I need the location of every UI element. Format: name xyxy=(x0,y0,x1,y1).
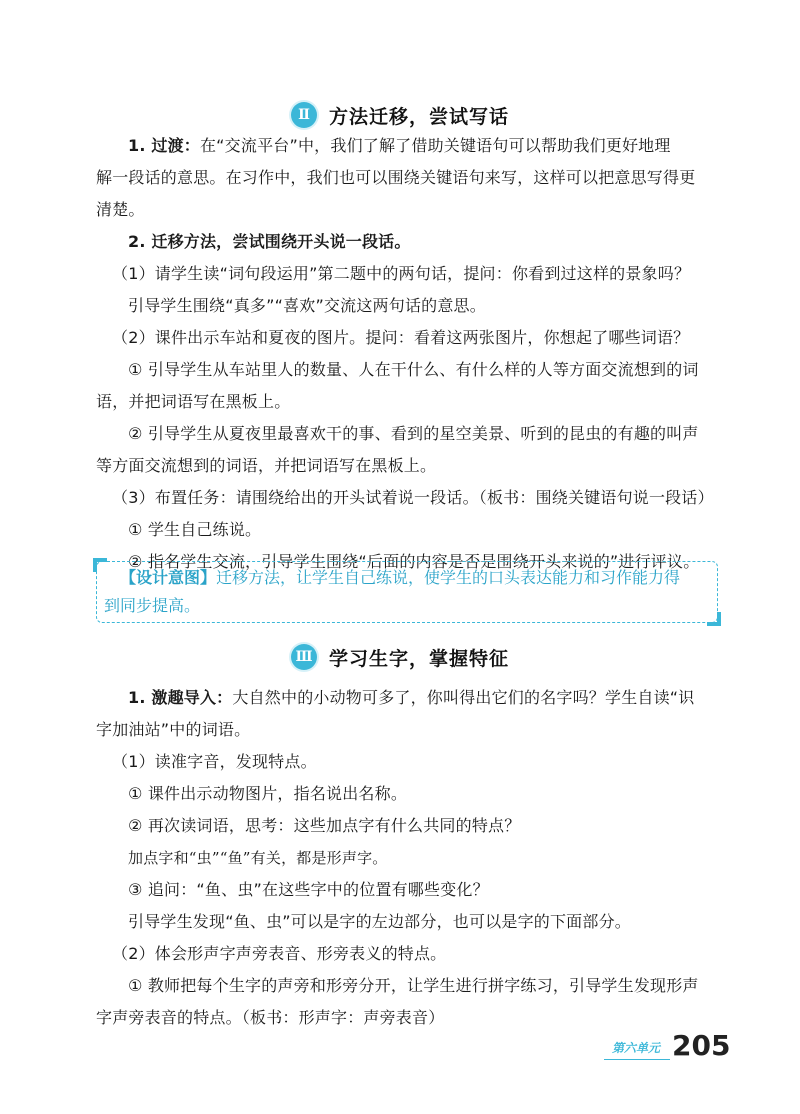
s2-c2-line1: ② 引导学生从夏夜里最喜欢干的事、看到的星空美景、听到的昆虫的有趣的叫声 xyxy=(128,424,699,443)
section-3-title: 学习生字，掌握特征 xyxy=(328,647,509,670)
s3-q1-note: 引导学生发现“鱼、虫”可以是字的左边部分，也可以是字的下面部分。 xyxy=(128,912,631,931)
s2-p1-label: 1. 过渡： xyxy=(128,136,200,155)
s3-q1-c1: ① 课件出示动物图片，指名说出名称。 xyxy=(128,784,408,803)
design-intent-tag: 【设计意图】 xyxy=(120,568,217,587)
s3-q2: （2）体会形声字声旁表音、形旁表义的特点。 xyxy=(112,944,447,963)
s2-p2-heading: 2. 迁移方法，尝试围绕开头说一段话。 xyxy=(128,232,411,251)
s2-p1-line1 xyxy=(0,131,800,161)
design-intent-line2: 到同步提高。 xyxy=(104,596,201,615)
s3-p1-text1: 大自然中的小动物可多了，你叫得出它们的名字吗？学生自读“识 xyxy=(232,688,695,707)
s2-q2: （2）课件出示车站和夏夜的图片。提问：看着这两张图片，你想起了哪些词语？ xyxy=(112,328,690,347)
s2-c2-line2: 等方面交流想到的词语，并把词语写在黑板上。 xyxy=(96,456,437,475)
section-2-title: 方法迁移，尝试写话 xyxy=(328,105,509,128)
s2-q1-note: 引导学生围绕“真多”“喜欢”交流这两句话的意思。 xyxy=(128,296,486,315)
section-2-badge: Ⅱ xyxy=(291,102,317,128)
s2-q3: （3）布置任务：请围绕给出的开头试着说一段话。（板书：围绕关键语句说一段话） xyxy=(112,488,714,507)
s2-c1-line2: 语，并把词语写在黑板上。 xyxy=(96,392,291,411)
unit-label: 第六单元 xyxy=(611,1041,660,1055)
design-intent-text1: 迁移方法，让学生自己练说，使学生的口头表达能力和习作能力得 xyxy=(216,568,681,587)
s2-p1-line3: 清楚。 xyxy=(96,200,145,219)
s2-q3-c1: ① 学生自己练说。 xyxy=(128,520,262,539)
s3-p1-line1 xyxy=(0,683,800,713)
s2-p1-line2: 解一段话的意思。在习作中，我们也可以围绕关键语句来写，这样可以把意思写得更 xyxy=(96,168,696,187)
s3-p1-line2: 字加油站”中的词语。 xyxy=(96,720,251,739)
s2-c1-line1: ① 引导学生从车站里人的数量、人在干什么、有什么样的人等方面交流想到的词 xyxy=(128,360,699,379)
section-2-header xyxy=(0,100,800,130)
s3-q1-c2: ② 再次读词语，思考：这些加点字有什么共同的特点？ xyxy=(128,816,521,835)
section-3-badge: Ⅲ xyxy=(291,644,317,670)
s3-q1-answer: 加点字和“虫”“鱼”有关，都是形声字。 xyxy=(128,849,388,867)
s3-q1-c3: ③ 追问：“鱼、虫”在这些字中的位置有哪些变化？ xyxy=(128,880,489,899)
s3-q1: （1）读准字音，发现特点。 xyxy=(112,752,317,771)
footer-divider xyxy=(604,1059,670,1060)
s3-p1-label: 1. 激趣导入： xyxy=(128,688,233,707)
s3-q2-c1-line2: 字声旁表音的特点。（板书：形声字：声旁表音） xyxy=(96,1008,445,1027)
s2-q3-c2: ② 指名学生交流，引导学生围绕“后面的内容是否是围绕开头来说的”进行评议。 xyxy=(128,552,700,571)
section-3-header xyxy=(0,642,800,672)
s2-p1-text1: 在“交流平台”中，我们了解了借助关键语句可以帮助我们更好地理 xyxy=(199,136,671,155)
s3-q2-c1-line1: ① 教师把每个生字的声旁和形旁分开，让学生进行拼字练习，引导学生发现形声 xyxy=(128,976,699,995)
s2-q1: （1）请学生读“词句段运用”第二题中的两句话，提问：你看到过这样的景象吗？ xyxy=(112,264,691,283)
design-intent-line1 xyxy=(0,563,800,593)
page-number: 205 xyxy=(672,1029,731,1062)
